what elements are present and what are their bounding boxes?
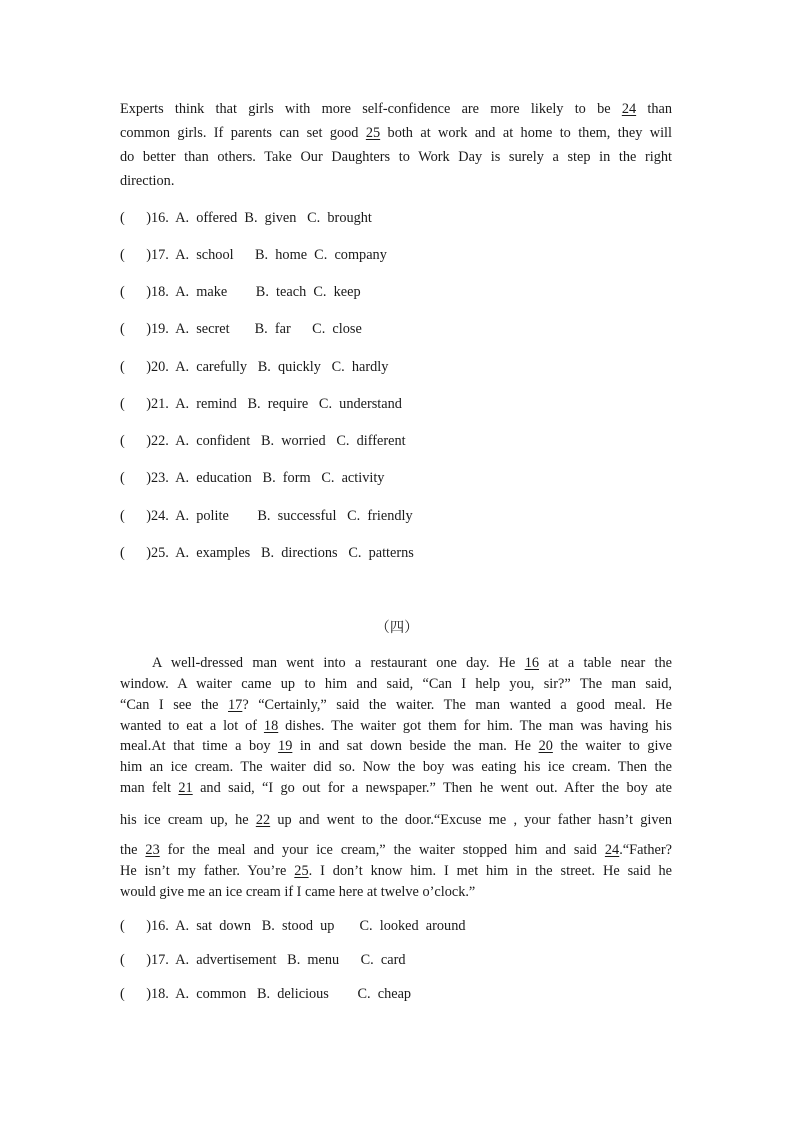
passage-line: would give me an ice cream if I came here at twelve o’clock.” — [120, 884, 476, 900]
passage-3-ending — [120, 97, 672, 193]
passage-line: common girls. If parents can set good 25 both at work and at home to them, they will — [120, 125, 672, 141]
question-item: ( )16. A. offered B. given C. brought — [120, 210, 372, 226]
question-item: ( )23. A. education B. form C. activity — [120, 470, 385, 486]
blank-21: 21 — [178, 780, 193, 796]
passage-line: He isn’t my father. You’re 25. I don’t know him. I met him in the street. He said he — [120, 863, 673, 879]
passage-line: him an ice cream. The waiter did so. Now the boy was eating his ice cream. Then the — [120, 759, 672, 775]
question-item: ( )25. A. examples B. directions C. patterns — [120, 545, 414, 561]
passage-line: the 23 for the meal and your ice cream,” the waiter stopped him and said 24.“Father? — [120, 842, 672, 858]
passage-line: his ice cream up, he 22 up and went to the door.“Excuse me , your father hasn’t given — [120, 812, 672, 828]
blank-17: 17 — [228, 697, 243, 713]
question-item: ( )22. A. confident B. worried C. different — [120, 433, 406, 449]
question-item: ( )21. A. remind B. require C. understand — [120, 396, 402, 412]
passage-line: direction. — [120, 173, 175, 189]
passage-line: “Can I see the 17? “Certainly,” said the waiter. The man wanted a good meal. He — [120, 697, 673, 713]
section-heading: （四） — [375, 620, 419, 636]
passage-line: man felt 21 and said, “I go out for a newspaper.” Then he went out. After the boy ate — [120, 780, 672, 796]
blank-22: 22 — [255, 812, 271, 828]
question-item: ( )18. A. make B. teach C. keep — [120, 284, 361, 300]
question-item: ( )18. A. common B. delicious C. cheap — [120, 986, 412, 1002]
passage-line: wanted to eat a lot of 18 dishes. The waiter got them for him. The man was having his — [120, 718, 672, 734]
passage-line: do better than others. Take Our Daughters to Work Day is surely a step in the right — [120, 149, 672, 165]
question-item: ( )16. A. sat down B. stood up C. looked around — [120, 918, 466, 934]
passage-line: window. A waiter came up to him and said, “Can I help you, sir?” The man said, — [120, 676, 672, 692]
blank-19: 19 — [278, 738, 293, 754]
question-item: ( )17. A. school B. home C. company — [120, 247, 387, 263]
blank-20: 20 — [538, 738, 553, 754]
question-item: ( )20. A. carefully B. quickly C. hardly — [120, 359, 389, 375]
question-item: ( )24. A. polite B. successful C. friendly — [120, 508, 413, 524]
question-item: ( )17. A. advertisement B. menu C. card — [120, 952, 406, 968]
passage-line: Experts think that girls with more self-confidence are more likely to be 24 than — [120, 101, 672, 117]
passage-line: A well-dressed man went into a restaurant one day. He 16 at a table near the — [152, 655, 672, 671]
blank-16: 16 — [524, 655, 539, 671]
question-item: ( )19. A. secret B. far C. close — [120, 321, 362, 337]
blank-25: 25 — [294, 863, 309, 879]
passage-line: meal.At that time a boy 19 in and sat down beside the man. He 20 the waiter to give — [120, 738, 672, 754]
blank-23: 23 — [145, 842, 160, 858]
blank-24: 24 — [621, 101, 637, 117]
blank-18: 18 — [263, 718, 279, 734]
blank-25: 25 — [365, 125, 381, 141]
blank-24: 24 — [604, 842, 620, 858]
